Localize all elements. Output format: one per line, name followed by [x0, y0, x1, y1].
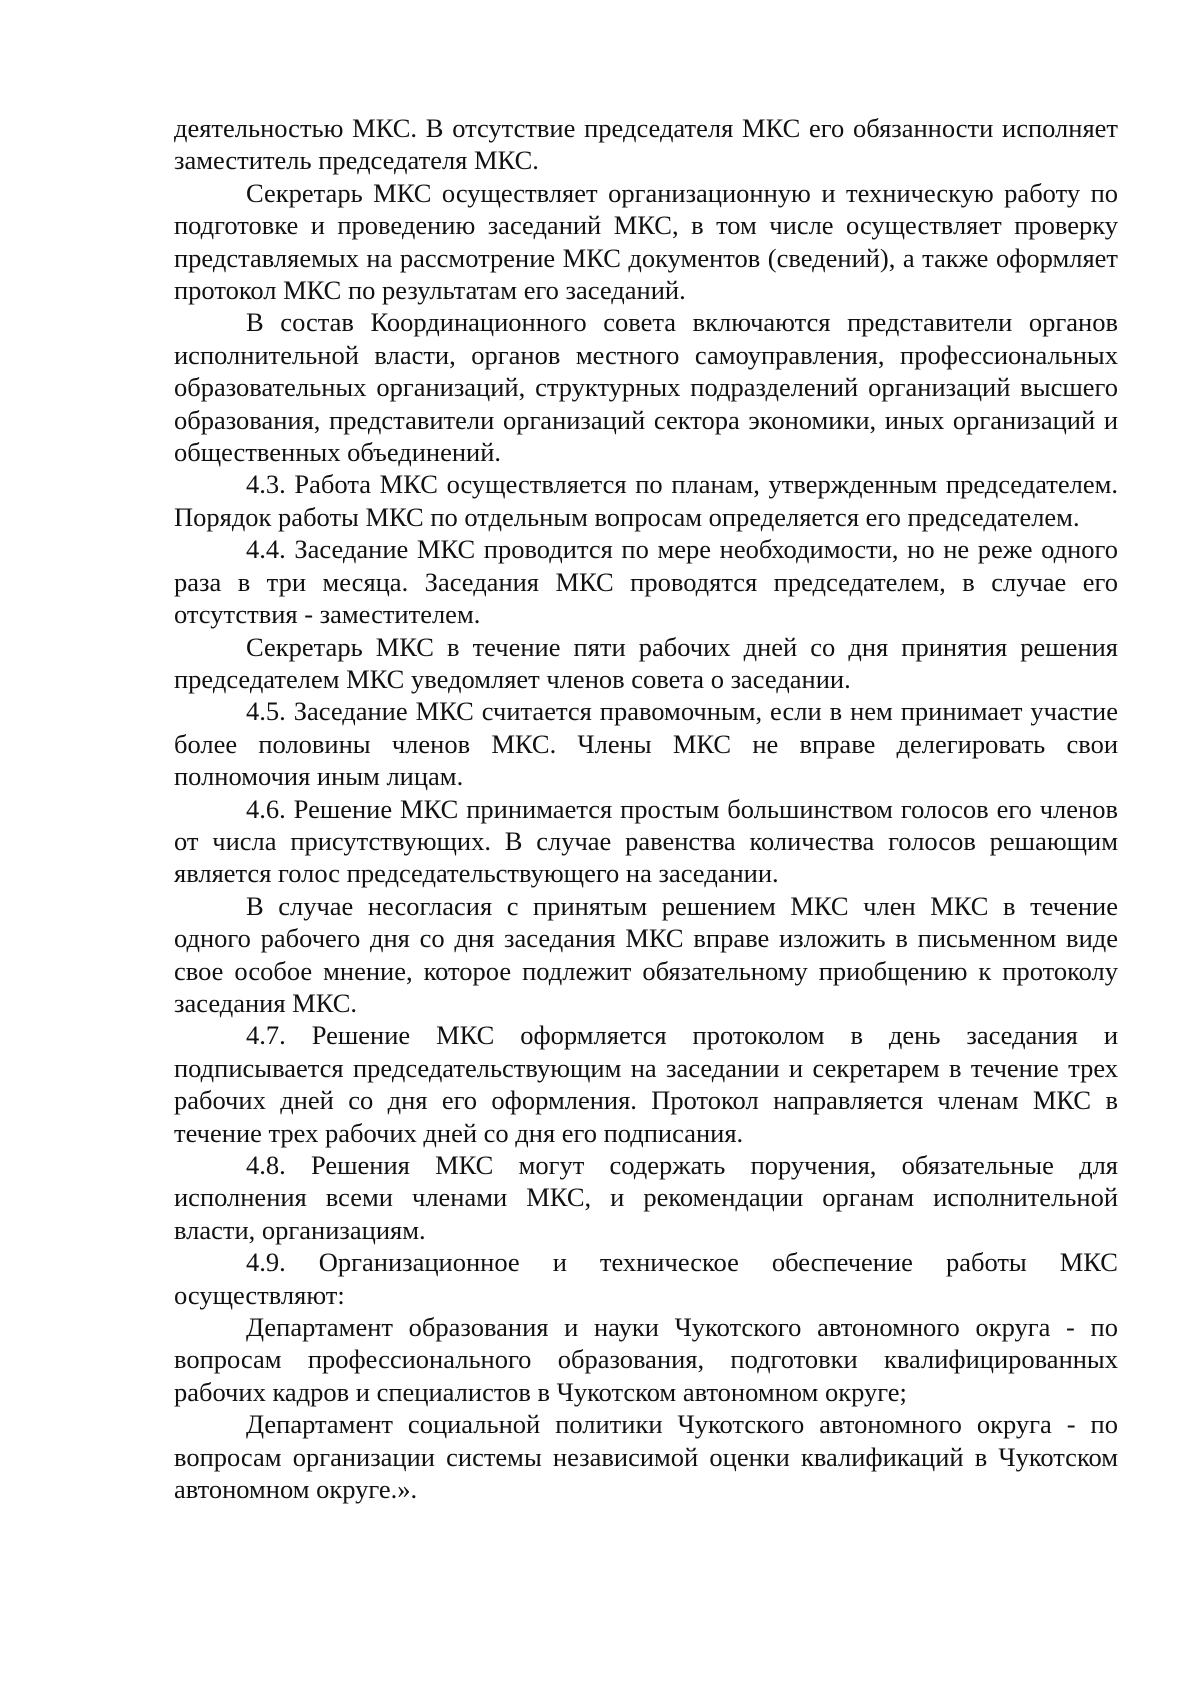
- paragraph-4-6: 4.6. Решение МКС принимается простым большинством голосов его членов от числа присутствующих. В случае равенства количества голосов решающим является голос председательствующего на заседании.: [174, 793, 1118, 889]
- paragraph-9: В случае несогласия с принятым решением МКС член МКС в течение одного рабочего дня со дня заседания МКС вправе изложить в письменном виде свое особое мнение, которое подлежит обязательному приобщению к протоколу заседания МКС.: [174, 890, 1118, 1018]
- paragraph-4-7: 4.7. Решение МКС оформляется протоколом в день заседания и подписывается председательствующим на заседании и секретарем в течение трех рабочих дней со дня его оформления. Протокол направляется членам МКС в течение трех рабочих дней со дня его подписания.: [174, 1020, 1118, 1148]
- paragraph-4-9: 4.9. Организационное и техническое обеспечение работы МКС осуществляют:: [174, 1247, 1118, 1310]
- paragraph-2: Секретарь МКС осуществляет организационную и техническую работу по подготовке и проведению заседаний МКС, в том числе осуществляет проверку представляемых на рассмотрение МКС документов (сведений), а также оформляет протокол МКС по результатам его заседаний.: [174, 177, 1118, 306]
- paragraph-3: В состав Координационного совета включаются представители органов исполнительной власти, органов местного самоуправления, профессиональных образовательных организаций, структурных подразделений организаций высшего образования, представители организаций сектора экономики, иных организаций и общественных объединений.: [174, 307, 1118, 468]
- document-page: [174, 112, 1118, 1505]
- paragraph-6: Секретарь МКС в течение пяти рабочих дней со дня принятия решения председателем МКС уведомляет членов совета о заседании.: [174, 631, 1118, 694]
- paragraph-4-3: 4.3. Работа МКС осуществляется по планам, утвержденным председателем. Порядок работы МКС по отдельным вопросам определяется его председателем.: [174, 469, 1118, 532]
- paragraph-1: деятельностью МКС. В отсутствие председателя МКС его обязанности исполняет заместитель председателя МКС.: [174, 113, 1118, 176]
- paragraph-4-4: 4.4. Заседание МКС проводится по мере необходимости, но не реже одного раза в три месяца. Заседания МКС проводятся председателем, в случае его отсутствия - заместителем.: [174, 534, 1118, 630]
- paragraph-4-8: 4.8. Решения МКС могут содержать поручения, обязательные для исполнения всеми членами МКС, и рекомендации органам исполнительной власти, организациям.: [174, 1150, 1118, 1245]
- paragraph-13: Департамент образования и науки Чукотского автономного округа - по вопросам профессионального образования, подготовки квалифицированных рабочих кадров и специалистов в Чукотском автономном округе;: [174, 1312, 1118, 1407]
- paragraph-14: Департамент социальной политики Чукотского автономного округа - по вопросам организации системы независимой оценки квалификаций в Чукотском автономном округе.».: [174, 1409, 1118, 1505]
- paragraph-4-5: 4.5. Заседание МКС считается правомочным, если в нем принимает участие более половины членов МКС. Члены МКС не вправе делегировать свои полномочия иным лицам.: [174, 696, 1118, 792]
